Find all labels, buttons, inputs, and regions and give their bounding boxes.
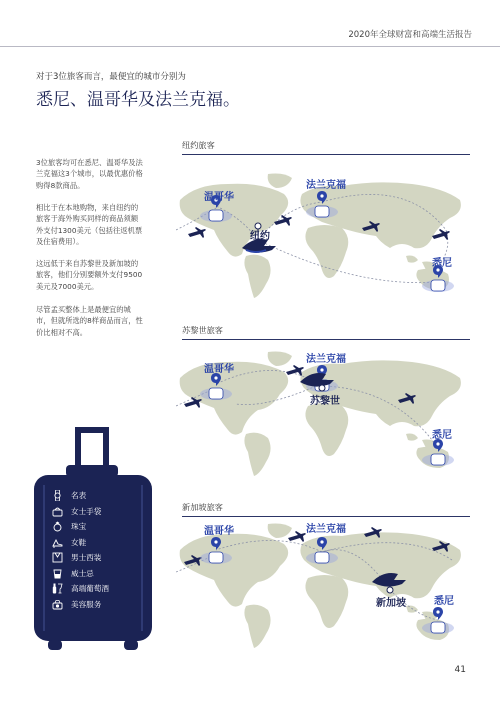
destination-label: 法兰克福	[306, 354, 346, 365]
map-section-label: 苏黎世旅客	[182, 325, 223, 335]
destination-label: 悉尼	[434, 596, 454, 607]
destination-label: 法兰克福	[306, 180, 346, 191]
list-item	[52, 488, 150, 504]
report-title: 2020年全球财富和高端生活报告	[348, 30, 472, 40]
origin-label: 纽约	[250, 231, 270, 242]
list-item	[52, 535, 150, 551]
map-singapore	[176, 520, 472, 650]
section-divider	[182, 154, 470, 155]
beauty-icon	[52, 599, 63, 610]
map-section-label: 新加坡旅客	[182, 502, 223, 512]
list-item	[52, 566, 150, 582]
destination-label: 悉尼	[432, 430, 452, 441]
watch-icon	[52, 490, 63, 501]
paragraph-3: 这远低于来自苏黎世及新加坡的 旅客，他们分别要额外支付9500 美元及7000美元。	[36, 259, 143, 291]
luggage-item-label: 女鞋	[71, 537, 87, 547]
luggage-item-label: 名表	[71, 491, 87, 501]
destination-label: 悉尼	[432, 258, 452, 269]
luggage-item-label: 高端葡萄酒	[71, 584, 109, 594]
luggage-item-label: 珠宝	[71, 522, 87, 532]
jewelry-icon	[52, 521, 63, 532]
page-number: 41	[454, 665, 466, 675]
list-item	[52, 581, 150, 597]
origin-label: 苏黎世	[310, 396, 340, 407]
section-divider	[182, 339, 470, 340]
list-item	[52, 519, 150, 535]
paragraph-4: 尽管孟买整体上是最便宜的城 市，但就所选的8样商品而言，性 价比相对不高。	[36, 305, 143, 337]
map-zurich	[176, 348, 472, 478]
luggage-item-label: 美容服务	[71, 599, 102, 609]
section-divider	[182, 516, 470, 517]
handbag-icon	[52, 506, 63, 517]
luggage-item-list	[52, 488, 150, 612]
luggage-item-label: 男士西装	[71, 553, 102, 563]
headline: 悉尼、温哥华及法兰克福。	[36, 90, 240, 110]
map-newyork	[176, 170, 472, 300]
list-item	[52, 597, 150, 613]
destination-label: 温哥华	[204, 526, 234, 537]
world-map	[176, 170, 472, 300]
destination-label: 法兰克福	[306, 524, 346, 535]
paragraph-1: 3位旅客均可在悉尼、温哥华及法 兰克福这3个城市，以最优惠价格 购得8款商品。	[36, 158, 143, 190]
list-item	[52, 504, 150, 520]
header-divider	[0, 46, 500, 47]
destination-label: 温哥华	[204, 192, 234, 203]
list-item	[52, 550, 150, 566]
luggage-item-label: 威士忌	[71, 568, 94, 578]
heels-icon	[52, 537, 63, 548]
map-section-label: 纽约旅客	[182, 140, 215, 150]
paragraph-2: 相比于在本地购物，来自纽约的 旅客于海外购买同样的商品须额 外支付1300美元（包括往返机票 及住宿费用）。	[36, 203, 143, 246]
world-map	[176, 348, 472, 478]
world-map	[176, 520, 472, 650]
suit-icon	[52, 552, 63, 563]
origin-label: 新加坡	[376, 598, 406, 609]
wine-icon	[52, 583, 63, 594]
whisky-icon	[52, 568, 63, 579]
luggage-item-label: 女士手袋	[71, 506, 102, 516]
intro-line: 对于3位旅客而言，最便宜的城市分别为	[36, 72, 186, 82]
destination-label: 温哥华	[204, 364, 234, 375]
